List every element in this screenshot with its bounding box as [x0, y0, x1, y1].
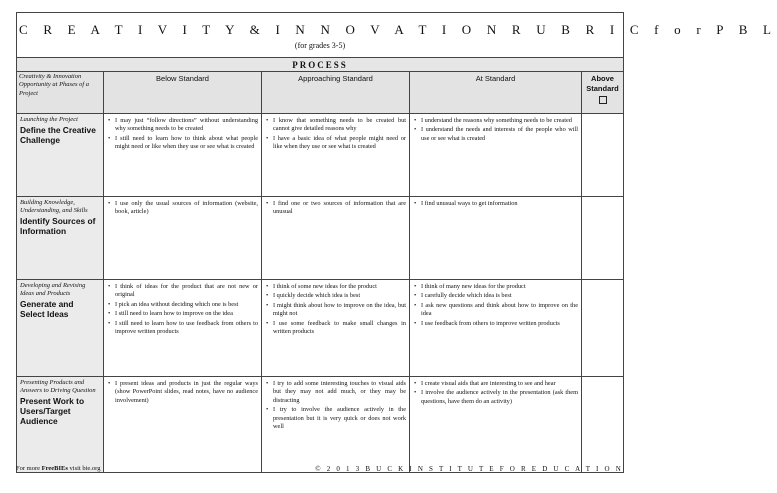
- list-item: • I may just “follow directions” without understanding why something needs to be created: [115, 117, 258, 134]
- cell-above: [582, 280, 624, 377]
- row-title: Present Work to Users/Target Audience: [20, 396, 85, 426]
- cell-approaching: [262, 280, 410, 377]
- column-header-below: Below Standard: [104, 72, 262, 114]
- rubric-row: [17, 197, 624, 280]
- list-item: • I use feedback from others to improve written products: [421, 320, 578, 328]
- checkbox-icon: [599, 96, 607, 104]
- cell-above: [582, 197, 624, 280]
- list-item: • I find one or two sources of information that are unusual: [273, 200, 406, 217]
- footer-link-text[interactable]: [16, 465, 100, 472]
- cell-below: [104, 280, 262, 377]
- list-item: • I still need to learn how to use feedback from others to improve written products: [115, 320, 258, 337]
- page-title: C R E A T I V I T Y & I N N O V A T I O N R U B R I C f o r P B L: [19, 21, 777, 37]
- row-label: [17, 114, 104, 197]
- list-item: • I have a basic idea of what people might need or like when they use or see what is created: [273, 135, 406, 152]
- cell-at: [410, 280, 582, 377]
- list-item: • I present ideas and products in just the regular ways (show PowerPoint slides, read notes, have no audience involvement): [115, 380, 258, 405]
- column-header-at: At Standard: [410, 72, 582, 114]
- copyright-text: © 2 0 1 3 B U C K I N S T I T U T E F O R E D U C A T I O N: [315, 465, 623, 473]
- row-phase: Presenting Products and Answers to Driving Question: [20, 379, 96, 394]
- list-item: • I still need to learn how to think about what people might need or like when they use or see what is created: [115, 135, 258, 152]
- cell-at: [410, 114, 582, 197]
- list-item: • I involve the audience actively in the presentation (ask them questions, have them do an activity): [421, 389, 578, 406]
- row-phase: Developing and Revising Ideas and Products: [20, 282, 86, 297]
- list-item: • I understand the reasons why something needs to be created: [421, 117, 578, 125]
- row-title: Generate and Select Ideas: [20, 299, 74, 319]
- footer-suffix: visit bie.org: [67, 465, 101, 472]
- column-header-approaching: Approaching Standard: [262, 72, 410, 114]
- corner-header: Creativity & Innovation Opportunity at Phases of a Project: [17, 72, 104, 114]
- list-item: • I understand the needs and interests of the people who will use or see what is created: [421, 126, 578, 143]
- list-item: • I try to involve the audience actively in the presentation but it is very quick or does not work well: [273, 406, 406, 431]
- cell-approaching: [262, 114, 410, 197]
- row-title: Define the Creative Challenge: [20, 125, 96, 145]
- footer-bold: FreeBIEs: [41, 465, 68, 472]
- rubric-row: [17, 114, 624, 197]
- row-label: [17, 377, 104, 473]
- row-phase: Launching the Project: [20, 116, 78, 123]
- section-heading: PROCESS: [17, 58, 624, 72]
- column-header-row: [17, 72, 624, 114]
- list-item: • I use only the usual sources of information (website, book, article): [115, 200, 258, 217]
- cell-at: [410, 377, 582, 473]
- column-header-above-label: Above Standard: [586, 74, 619, 93]
- list-item: • I might think about how to improve on the idea, but might not: [273, 302, 406, 319]
- cell-above: [582, 377, 624, 473]
- list-item: • I think of many new ideas for the product: [421, 283, 578, 291]
- rubric-page: [16, 12, 777, 473]
- footer-prefix: For more: [16, 465, 42, 472]
- rubric-row: [17, 377, 624, 473]
- list-item: • I ask new questions and think about how to improve on the idea: [421, 302, 578, 319]
- list-item: • I carefully decide which idea is best: [421, 292, 578, 300]
- list-item: • I still need to learn how to improve on the idea: [115, 310, 258, 318]
- list-item: • I quickly decide which idea is best: [273, 292, 406, 300]
- row-title: Identify Sources of Information: [20, 216, 96, 236]
- list-item: • I try to add some interesting touches to visual aids but they may not add much, or they may be distracting: [273, 380, 406, 405]
- row-label: [17, 197, 104, 280]
- cell-approaching: [262, 377, 410, 473]
- list-item: • I think of ideas for the product that are not new or original: [115, 283, 258, 300]
- list-item: • I know that something needs to be created but cannot give detailed reasons why: [273, 117, 406, 134]
- title-cell: [17, 13, 777, 58]
- list-item: • I use some feedback to make small changes in written products: [273, 320, 406, 337]
- list-item: • I find unusual ways to get information: [421, 200, 578, 208]
- list-item: • I pick an idea without deciding which one is best: [115, 301, 258, 309]
- column-header-above: [582, 72, 624, 114]
- list-item: • I create visual aids that are interesting to see and hear: [421, 380, 578, 388]
- cell-at: [410, 197, 582, 280]
- page-subtitle: (for grades 3-5): [294, 40, 346, 50]
- row-phase: Building Knowledge, Understanding, and Skills: [20, 199, 88, 214]
- rubric-table: [16, 12, 777, 473]
- cell-below: [104, 377, 262, 473]
- row-label: [17, 280, 104, 377]
- rubric-row: [17, 280, 624, 377]
- cell-approaching: [262, 197, 410, 280]
- cell-below: [104, 197, 262, 280]
- cell-above: [582, 114, 624, 197]
- list-item: • I think of some new ideas for the product: [273, 283, 406, 291]
- cell-below: [104, 114, 262, 197]
